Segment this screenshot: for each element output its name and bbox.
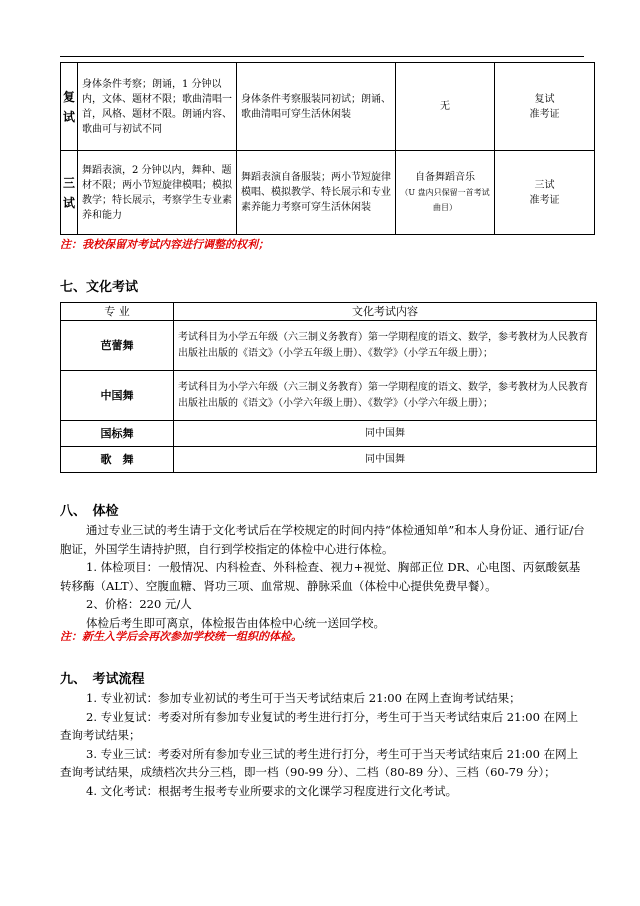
content-cell: 考试科目为小学五年级（六三制义务教育）第一学期程度的语文、数学，参考教材为人民教育出版社出版的《语文》（小学五年级上册）、《数学》（小学五年级上册）；: [174, 321, 597, 371]
major-cell: 国标舞: [61, 421, 174, 447]
exam-stages-table: [60, 62, 595, 235]
table-row: [61, 63, 595, 151]
culture-exam-table: [60, 302, 597, 473]
exam-content-cell: 舞蹈表演，2 分钟以内，舞种、题材不限；两小节短旋律模唱；模拟教学；特长展示，考察学生专业素养和能力: [78, 151, 237, 235]
section-7-title: 七、文化考试: [60, 280, 139, 295]
table-row: [61, 447, 597, 473]
table-row: [61, 371, 597, 421]
stage-cell: 复 试: [61, 63, 78, 151]
paragraph: 1. 体检项目：一般情况、内科检查、外科检查、视力+视觉、胸部正位 DR、心电图、丙氨酸氨基转移酶（ALT）、空腹血糖、肾功三项、血常规、静脉采血（体检中心提供免费早餐）。: [60, 560, 581, 593]
attire-cell: 舞蹈表演自备服装；两小节短旋律模唱、模拟教学、特长展示和专业素养能力考察可穿生活休闲装: [237, 151, 396, 235]
header-rule: [60, 56, 584, 57]
documents-cell: 三试 准考证: [495, 151, 595, 235]
table-row: [61, 421, 597, 447]
paragraph: 通过专业三试的考生请于文化考试后在学校规定的时间内持“体检通知单”和本人身份证、通行证/台胞证，外国学生请持护照，自行到学校指定的体检中心进行体检。: [60, 523, 585, 556]
note-physical-exam: 注：新生入学后会再次参加学校统一组织的体检。: [60, 630, 302, 643]
major-cell: 中国舞: [61, 371, 174, 421]
note-adjust-rights: 注：我校保留对考试内容进行调整的权利；: [60, 238, 269, 251]
paragraph: 2、价格：220 元/人: [86, 597, 192, 611]
table-row: [61, 321, 597, 371]
stage-cell: 三 试: [61, 151, 78, 235]
list-item: 2. 专业复试：考委对所有参加专业复试的考生进行打分，考生可于当天考试结束后 21:00 在网上查询考试结果；: [60, 709, 579, 742]
list-item: 3. 专业三试：考委对所有参加专业三试的考生进行打分，考生可于当天考试结束后 21:00 在网上查询考试结果，成绩档次共分三档，即一档（90-99 分）、二档（80-89 分）、三档（60-79 分）；: [60, 746, 579, 779]
paragraph: 体检后考生即可离京，体检报告由体检中心统一送回学校。: [86, 615, 385, 630]
section-9-title: 九、 考试流程: [60, 672, 145, 687]
content-cell: 同中国舞: [174, 421, 597, 447]
exam-content-cell: 身体条件考察；朗诵，1 分钟以内，文体、题材不限；歌曲清唱一首，风格、题材不限。朗诵内容、歌曲可与初试不同: [78, 63, 237, 151]
major-cell: 歌 舞: [61, 447, 174, 473]
major-cell: 芭蕾舞: [61, 321, 174, 371]
section-8-title: 八、 体检: [60, 504, 119, 519]
section-9-body: [60, 689, 588, 800]
list-item: 4. 文化考试：根据考生报考专业所要求的文化课学习程度进行文化考试。: [86, 783, 458, 798]
materials-cell: 无: [396, 63, 495, 151]
materials-note: （U 盘内只保留一首考试曲目）: [400, 188, 490, 212]
section-8-body: [60, 521, 588, 632]
list-item: 1. 专业初试：参加专业初试的考生可于当天考试结束后 21:00 在网上查询考试结果；: [86, 691, 521, 705]
documents-cell: 复试 准考证: [495, 63, 595, 151]
content-cell: 考试科目为小学六年级（六三制义务教育）第一学期程度的语文、数学，参考教材为人民教育出版社出版的《语文》（小学六年级上册）、《数学》（小学六年级上册）；: [174, 371, 597, 421]
column-header-major: 专 业: [61, 303, 174, 321]
materials-cell: 自备舞蹈音乐 （U 盘内只保留一首考试曲目）: [396, 151, 495, 235]
content-cell: 同中国舞: [174, 447, 597, 473]
table-header-row: [61, 303, 597, 321]
attire-cell: 身体条件考察服装同初试；朗诵、歌曲清唱可穿生活休闲装: [237, 63, 396, 151]
column-header-content: 文化考试内容: [174, 303, 597, 321]
table-row: [61, 151, 595, 235]
